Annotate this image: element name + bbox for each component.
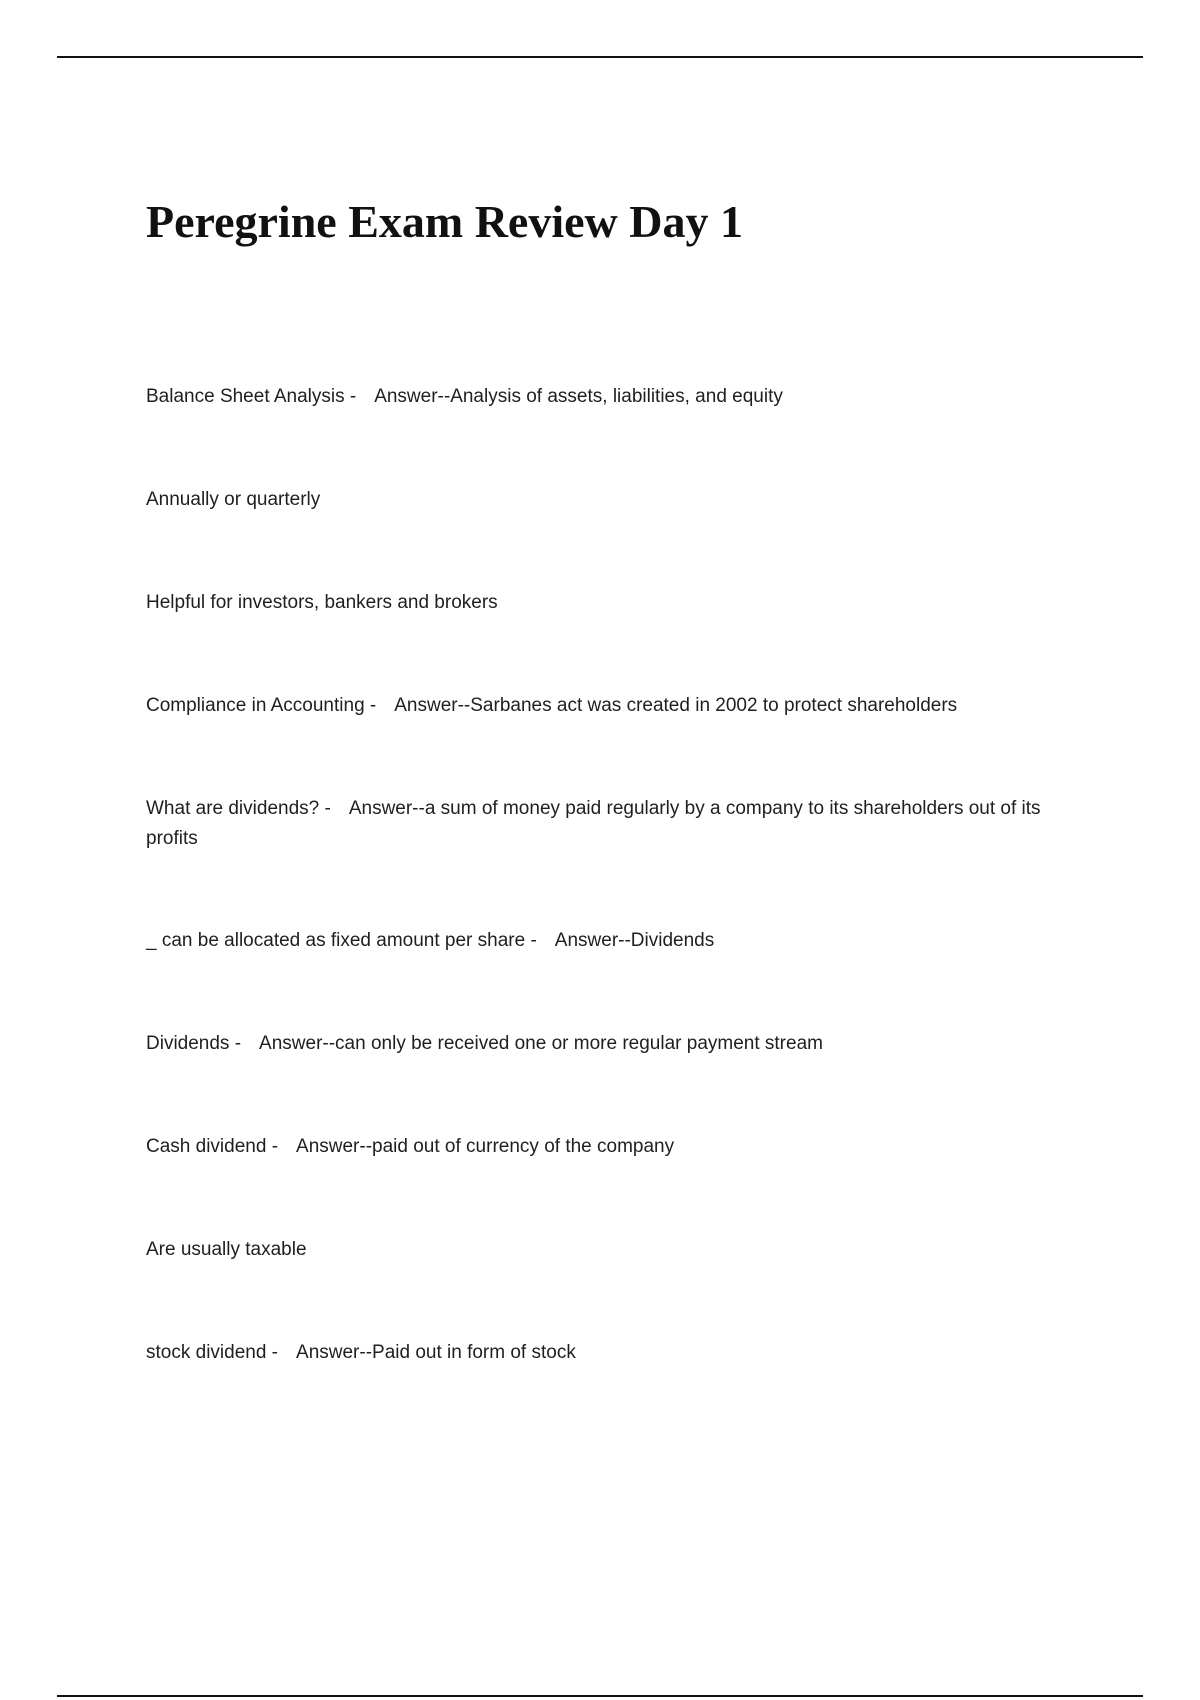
answer-text: Answer--Sarbanes act was created in 2002 to protect shareholders bbox=[394, 695, 958, 716]
question-text: _ can be allocated as fixed amount per share - bbox=[146, 930, 537, 951]
qa-entry-dividends-definition bbox=[146, 794, 1086, 854]
question-text: stock dividend - bbox=[146, 1342, 279, 1363]
question-text: What are dividends? - bbox=[146, 798, 331, 819]
question-text: Dividends - bbox=[146, 1033, 242, 1054]
answer-text: Answer--a sum of money paid regularly by a company to its shareholders out of its profits bbox=[146, 798, 1041, 849]
qa-entry-fixed-amount bbox=[146, 926, 1086, 956]
page-title: Peregrine Exam Review Day 1 bbox=[146, 196, 743, 247]
answer-text: Answer--Paid out in form of stock bbox=[296, 1342, 576, 1363]
qa-entry-dividends bbox=[146, 1029, 1086, 1059]
qa-entry-cash-dividend bbox=[146, 1132, 1086, 1162]
qa-entry-stock-dividend bbox=[146, 1338, 1086, 1368]
qa-entry-balance-sheet bbox=[146, 382, 1086, 412]
question-text: Cash dividend - bbox=[146, 1136, 279, 1157]
question-text: Compliance in Accounting - bbox=[146, 695, 377, 716]
answer-text: Answer--can only be received one or more regular payment stream bbox=[259, 1033, 823, 1054]
note-entry: Annually or quarterly bbox=[146, 489, 321, 510]
answer-text: Answer--Analysis of assets, liabilities, and equity bbox=[374, 386, 783, 407]
answer-text: Answer--Dividends bbox=[554, 930, 715, 951]
bottom-rule bbox=[57, 1695, 1143, 1697]
note-entry: Are usually taxable bbox=[146, 1239, 307, 1260]
top-rule bbox=[57, 56, 1143, 58]
note-entry: Helpful for investors, bankers and brokers bbox=[146, 592, 498, 613]
qa-entry-compliance bbox=[146, 691, 1086, 721]
answer-text: Answer--paid out of currency of the company bbox=[296, 1136, 675, 1157]
question-text: Balance Sheet Analysis - bbox=[146, 386, 357, 407]
